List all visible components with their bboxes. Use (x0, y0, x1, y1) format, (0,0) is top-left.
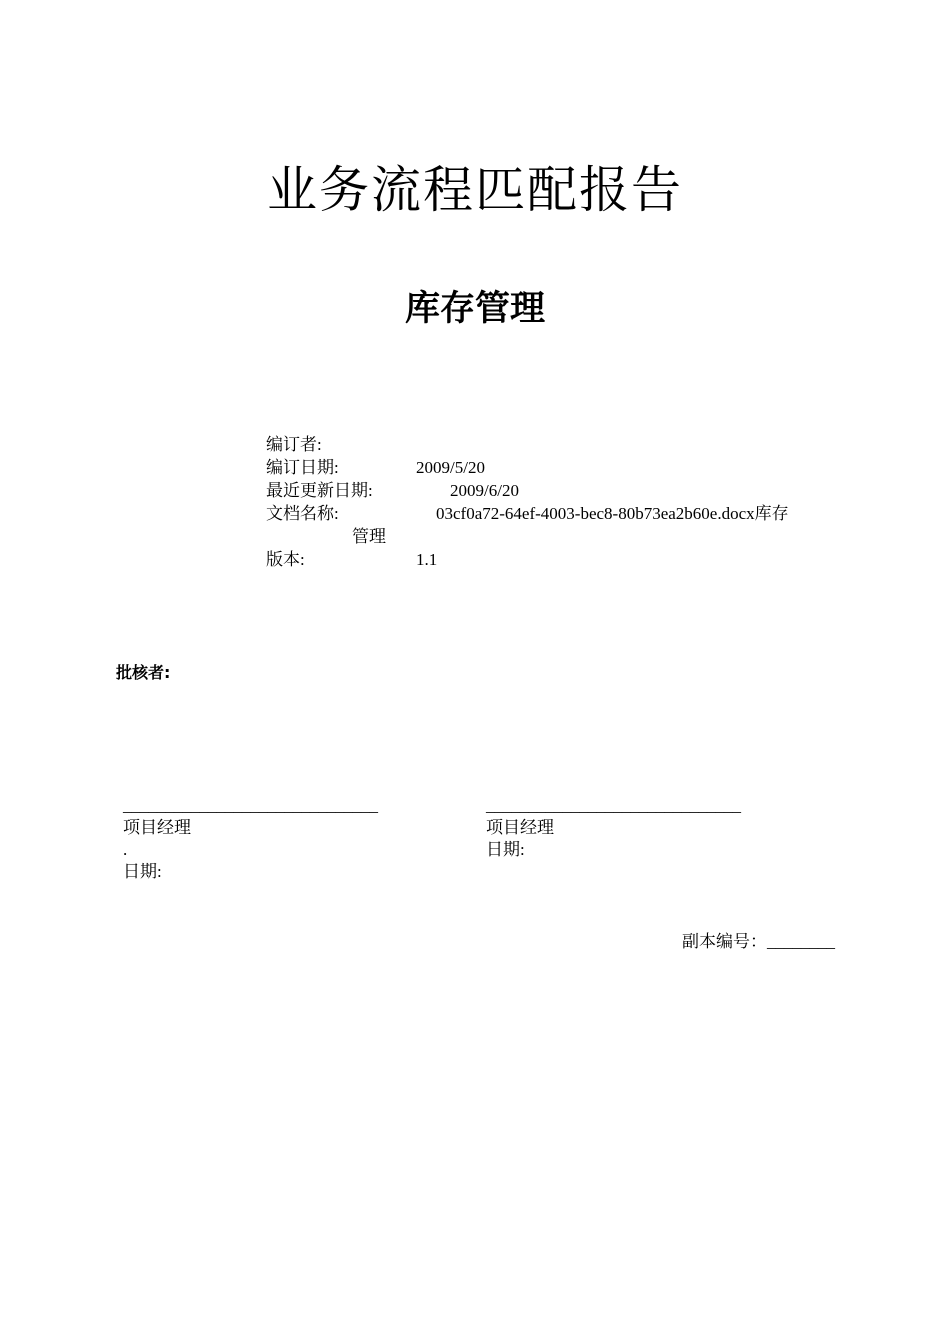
updated-date-row (266, 479, 866, 502)
version-label: 版本: (266, 550, 305, 569)
docname-row (266, 502, 866, 525)
signature-role: 项目经理 (123, 818, 191, 837)
updated-date-value: 2009/6/20 (450, 481, 519, 500)
copy-number-label: 副本编号： (682, 932, 767, 951)
copy-number (682, 927, 835, 952)
sub-title: 库存管理 (404, 289, 545, 329)
compiler-row (266, 433, 866, 456)
signature-block-left (123, 795, 378, 883)
signature-date-label: 日期: (486, 840, 525, 859)
docname-value-cont: 管理 (352, 527, 386, 546)
version-row (266, 548, 866, 571)
signature-block-right (486, 795, 741, 861)
compile-date-label: 编订日期: (266, 458, 339, 477)
compile-date-value: 2009/5/20 (416, 458, 485, 477)
signature-line: ______________________________ (486, 796, 741, 815)
signature-date-label: 日期: (123, 862, 162, 881)
updated-date-label: 最近更新日期: (266, 481, 373, 500)
docname-value: 03cf0a72-64ef-4003-bec8-80b73ea2b60e.docx库存 (436, 504, 789, 523)
docname-label: 文档名称: (266, 504, 339, 523)
docname-cont-row (266, 525, 866, 548)
compile-date-row (266, 456, 866, 479)
signature-dot: . (123, 840, 128, 859)
version-value: 1.1 (416, 550, 438, 569)
copy-number-blank: ________ (767, 932, 835, 951)
main-title: 业务流程匹配报告 (267, 161, 683, 219)
signature-role: 项目经理 (486, 818, 554, 837)
compiler-label: 编订者: (266, 435, 322, 454)
document-meta (266, 433, 866, 571)
signature-line: ______________________________ (123, 796, 378, 815)
approver-label: 批核者: (116, 663, 171, 682)
